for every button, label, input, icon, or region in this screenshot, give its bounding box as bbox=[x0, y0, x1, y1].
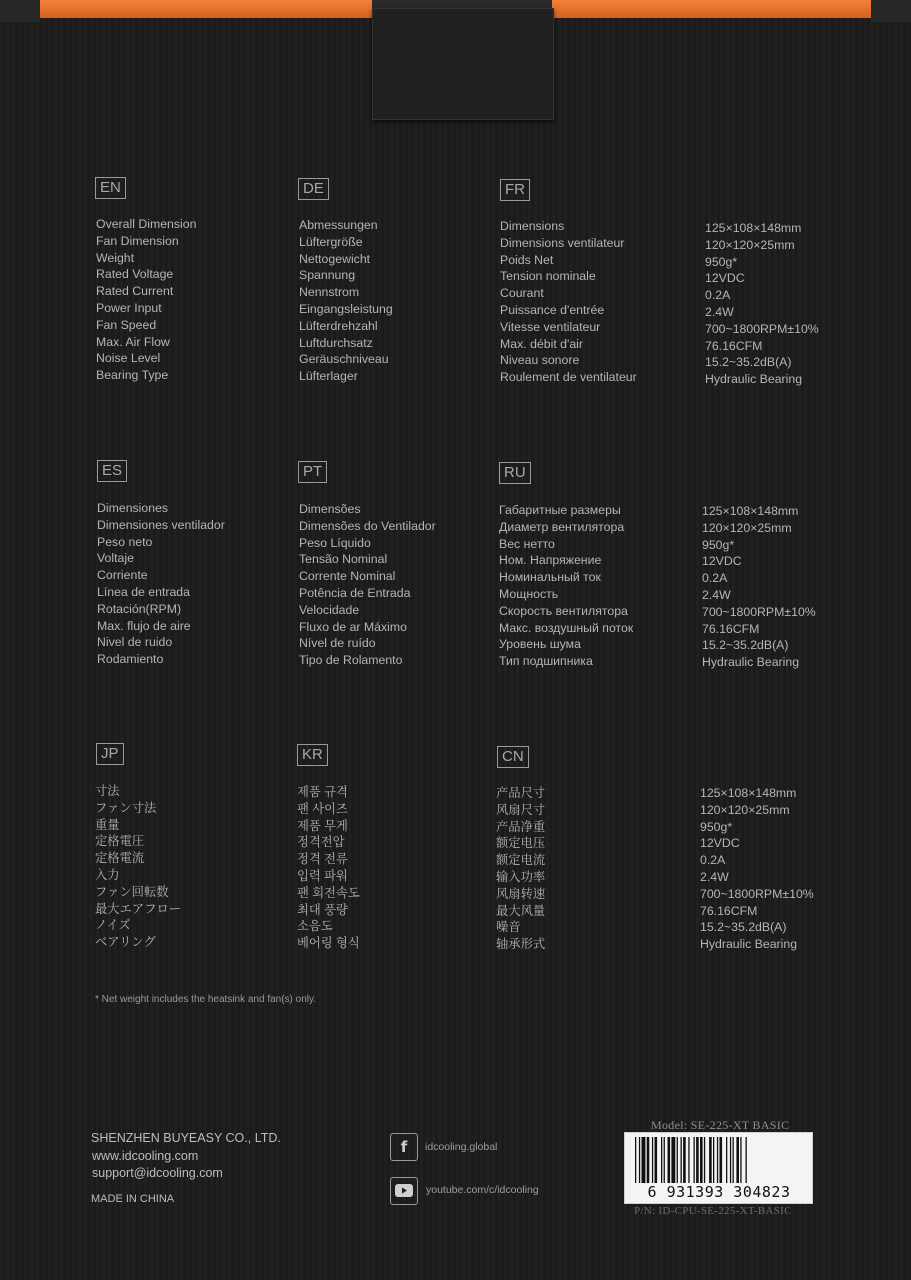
spec-value: 2.4W bbox=[700, 869, 729, 884]
lang-tag-fr: FR bbox=[500, 179, 530, 201]
spec-label: 入力 bbox=[95, 867, 120, 882]
spec-value: 950g* bbox=[700, 819, 733, 834]
spec-labels-pt bbox=[299, 501, 436, 669]
spec-value: Hydraulic Bearing bbox=[702, 655, 800, 670]
lang-tag-jp: JP bbox=[96, 743, 124, 765]
spec-label: 定格電圧 bbox=[95, 834, 145, 849]
barcode-bar bbox=[683, 1137, 686, 1183]
spec-labels-en bbox=[96, 216, 196, 384]
spec-label: 额定电压 bbox=[496, 836, 546, 851]
barcode-bar bbox=[704, 1137, 705, 1183]
barcode-bar bbox=[668, 1137, 671, 1183]
spec-labels-ru bbox=[499, 502, 633, 670]
spec-label: Fluxo de ar Máximo bbox=[299, 619, 407, 634]
spec-label: Lüftergröße bbox=[299, 234, 363, 249]
spec-label: Dimensions ventilateur bbox=[500, 235, 625, 250]
spec-label: Fan Dimension bbox=[96, 233, 179, 248]
barcode-bar bbox=[661, 1137, 662, 1183]
spec-label: 额定电流 bbox=[496, 853, 546, 868]
spec-label: Вес нетто bbox=[499, 536, 555, 551]
lang-tag-ru: RU bbox=[499, 462, 531, 484]
spec-label: Мощность bbox=[499, 586, 559, 601]
barcode-bar bbox=[635, 1137, 636, 1183]
spec-label: Max. flujo de aire bbox=[97, 618, 191, 633]
spec-label: Corrente Nominal bbox=[299, 569, 396, 584]
barcode-bar bbox=[655, 1137, 658, 1183]
spec-label: Tensão Nominal bbox=[299, 552, 388, 567]
spec-label: Poids Net bbox=[500, 252, 554, 267]
spec-labels-cn bbox=[496, 785, 545, 953]
company-website: www.idcooling.com bbox=[92, 1149, 199, 1163]
barcode-bar bbox=[642, 1137, 646, 1183]
barcode-bar bbox=[688, 1137, 689, 1183]
left-corner-flap bbox=[0, 0, 40, 22]
spec-values-row3 bbox=[700, 785, 814, 953]
spec-label: 风扇尺寸 bbox=[496, 802, 546, 817]
barcode-bar bbox=[700, 1137, 703, 1183]
lang-tag-cn: CN bbox=[497, 746, 529, 768]
spec-label: Bearing Type bbox=[96, 368, 169, 383]
spec-label: 寸法 bbox=[95, 784, 120, 798]
spec-label: 轴承形式 bbox=[496, 937, 546, 952]
spec-value: 0.2A bbox=[700, 853, 726, 868]
spec-value: 2.4W bbox=[702, 587, 731, 602]
youtube-icon bbox=[390, 1177, 418, 1205]
spec-label: Roulement de ventilateur bbox=[500, 370, 637, 385]
spec-label: Tension nominale bbox=[500, 269, 596, 284]
barcode-bar bbox=[713, 1137, 714, 1183]
spec-value: 12VDC bbox=[700, 836, 740, 851]
spec-label: Dimensões do Ventilador bbox=[299, 518, 436, 533]
spec-value: 125×108×148mm bbox=[700, 786, 797, 800]
barcode-bar bbox=[730, 1137, 731, 1183]
spec-label: 소음도 bbox=[297, 919, 333, 934]
barcode-bar bbox=[726, 1137, 727, 1183]
spec-label: Potência de Entrada bbox=[299, 585, 411, 600]
spec-label: 제품 규격 bbox=[297, 785, 348, 799]
spec-label: Тип подшипника bbox=[499, 654, 593, 669]
spec-label: Puissance d'entrée bbox=[500, 302, 605, 317]
spec-label: Ном. Напряжение bbox=[499, 553, 602, 568]
spec-value: 950g* bbox=[705, 254, 738, 269]
spec-label: Rated Current bbox=[96, 284, 174, 299]
spec-label: Rotación(RPM) bbox=[97, 601, 182, 616]
spec-label: Peso neto bbox=[97, 534, 153, 549]
barcode-bar bbox=[652, 1137, 653, 1183]
spec-label: Dimensões bbox=[299, 502, 361, 516]
spec-labels-de bbox=[299, 217, 393, 385]
spec-label: Eingangsleistung bbox=[299, 301, 393, 316]
spec-value: 120×120×25mm bbox=[702, 520, 792, 535]
spec-label: Габаритные размеры bbox=[499, 503, 621, 517]
spec-label: Abmessungen bbox=[299, 218, 378, 232]
spec-label: Nennstrom bbox=[299, 285, 360, 300]
spec-labels-fr bbox=[500, 218, 637, 386]
barcode-bar bbox=[740, 1137, 741, 1183]
spec-label: 최대 풍량 bbox=[297, 902, 348, 917]
spec-values-row2 bbox=[702, 503, 816, 671]
spec-labels-kr bbox=[297, 784, 360, 952]
spec-label: ベアリング bbox=[95, 935, 156, 950]
youtube-glyph bbox=[395, 1184, 413, 1197]
spec-label: 风扇转速 bbox=[496, 886, 546, 901]
spec-label: Скорость вентилятора bbox=[499, 603, 628, 618]
spec-label: Noise Level bbox=[96, 351, 161, 366]
spec-label: ノイズ bbox=[95, 918, 131, 933]
spec-label: 最大风量 bbox=[496, 903, 546, 918]
spec-value: 76.16CFM bbox=[700, 903, 758, 918]
spec-value: 700~1800RPM±10% bbox=[705, 321, 819, 336]
spec-label: Peso Líquido bbox=[299, 535, 371, 550]
made-in-label: MADE IN CHINA bbox=[91, 1193, 175, 1205]
spec-label: Nivel de ruido bbox=[97, 635, 173, 650]
spec-label: Диаметр вентилятора bbox=[499, 519, 625, 534]
lang-tag-es: ES bbox=[97, 460, 127, 482]
facebook-icon: f bbox=[390, 1133, 418, 1161]
spec-label: Tipo de Rolamento bbox=[299, 653, 403, 668]
spec-value: 12VDC bbox=[702, 554, 742, 569]
spec-label: 제품 무게 bbox=[297, 818, 348, 833]
spec-value: 15.2~35.2dB(A) bbox=[702, 638, 789, 653]
spec-label: Corriente bbox=[97, 568, 148, 583]
spec-labels-jp bbox=[95, 783, 181, 951]
spec-label: Lüfterlager bbox=[299, 369, 358, 384]
spec-label: Overall Dimension bbox=[96, 217, 197, 231]
spec-value: Hydraulic Bearing bbox=[705, 372, 803, 387]
spec-value: 15.2~35.2dB(A) bbox=[705, 355, 792, 370]
spec-value: 76.16CFM bbox=[705, 338, 763, 353]
spec-label: Luftdurchsatz bbox=[299, 335, 373, 350]
spec-label: ファン回転数 bbox=[95, 884, 169, 899]
spec-label: Línea de entrada bbox=[97, 584, 190, 599]
barcode-bar bbox=[736, 1137, 739, 1183]
weight-footnote: * Net weight includes the heatsink and fan(s) only. bbox=[95, 994, 317, 1005]
part-number-label: P/N: ID-CPU-SE-225-XT-BASIC bbox=[634, 1205, 792, 1217]
spec-value: 2.4W bbox=[705, 304, 734, 319]
barcode-bar bbox=[671, 1137, 675, 1183]
spec-label: Lüfterdrehzahl bbox=[299, 318, 378, 333]
spec-label: Weight bbox=[96, 250, 135, 265]
spec-value: 700~1800RPM±10% bbox=[700, 886, 814, 901]
spec-value: 700~1800RPM±10% bbox=[702, 604, 816, 619]
spec-label: 팬 사이즈 bbox=[297, 801, 348, 816]
spec-value: 125×108×148mm bbox=[702, 504, 799, 518]
barcode-bar bbox=[677, 1137, 678, 1183]
barcode-bar bbox=[733, 1137, 734, 1183]
spec-label: Geräuschniveau bbox=[299, 352, 389, 367]
spec-label: Velocidade bbox=[299, 602, 360, 617]
barcode-number: 6 931393 304823 bbox=[647, 1183, 791, 1201]
spec-value: 0.2A bbox=[702, 571, 728, 586]
model-label: Model: SE-225-XT BASIC bbox=[651, 1118, 790, 1132]
spec-value: 15.2~35.2dB(A) bbox=[700, 920, 787, 935]
spec-label: 产品尺寸 bbox=[496, 786, 546, 800]
lang-tag-de: DE bbox=[298, 178, 329, 200]
barcode-bar bbox=[709, 1137, 712, 1183]
spec-label: Power Input bbox=[96, 300, 162, 315]
spec-label: Max. Air Flow bbox=[96, 334, 170, 349]
spec-label: 定格電流 bbox=[95, 851, 145, 866]
spec-label: Voltaje bbox=[97, 551, 134, 566]
barcode-bar bbox=[746, 1137, 747, 1183]
spec-label: Fan Speed bbox=[96, 317, 157, 332]
spec-label: Rated Voltage bbox=[96, 267, 174, 282]
barcode-bar bbox=[639, 1137, 640, 1183]
spec-label: Nível de ruído bbox=[299, 636, 376, 651]
company-name: SHENZHEN BUYEASY CO., LTD. bbox=[91, 1131, 281, 1145]
spec-label: 输入功率 bbox=[496, 869, 546, 884]
spec-label: 最大エアフロー bbox=[95, 901, 182, 916]
spec-label: 噪音 bbox=[496, 920, 521, 935]
spec-label: Spannung bbox=[299, 268, 356, 283]
spec-value: 125×108×148mm bbox=[705, 221, 802, 235]
spec-label: ファン寸法 bbox=[95, 800, 157, 815]
spec-label: Nettogewicht bbox=[299, 251, 371, 266]
spec-label: 정격 전류 bbox=[297, 852, 348, 867]
spec-value: 950g* bbox=[702, 537, 735, 552]
spec-value: 0.2A bbox=[705, 288, 731, 303]
lang-tag-en: EN bbox=[95, 177, 126, 199]
spec-label: Dimensions bbox=[500, 219, 565, 233]
spec-label: Макс. воздушный поток bbox=[499, 620, 634, 635]
spec-label: Dimensiones bbox=[97, 501, 169, 515]
spec-value: Hydraulic Bearing bbox=[700, 937, 798, 952]
spec-value: 12VDC bbox=[705, 271, 745, 286]
barcode-bar bbox=[720, 1137, 723, 1183]
lid-tuck-tab bbox=[372, 8, 554, 120]
spec-label: Номинальный ток bbox=[499, 570, 601, 585]
spec-values-row1 bbox=[705, 220, 819, 388]
spec-label: 정격전압 bbox=[297, 835, 345, 850]
barcode-bar bbox=[696, 1137, 699, 1183]
spec-value: 120×120×25mm bbox=[705, 237, 795, 252]
youtube-handle: youtube.com/c/idcooling bbox=[426, 1184, 539, 1196]
barcode-bars bbox=[625, 1135, 812, 1185]
barcode-bar bbox=[647, 1137, 650, 1183]
spec-label: Max. débit d'air bbox=[500, 336, 583, 351]
lang-tag-pt: PT bbox=[298, 461, 327, 483]
barcode-bar bbox=[717, 1137, 718, 1183]
spec-label: 베어링 형식 bbox=[297, 936, 360, 951]
facebook-handle: idcooling.global bbox=[425, 1141, 498, 1153]
barcode-bar bbox=[664, 1137, 665, 1183]
company-email: support@idcooling.com bbox=[92, 1166, 223, 1180]
spec-label: Rodamiento bbox=[97, 652, 164, 667]
spec-value: 120×120×25mm bbox=[700, 802, 790, 817]
lang-tag-kr: KR bbox=[297, 744, 328, 766]
spec-label: 重量 bbox=[95, 817, 120, 832]
spec-label: Niveau sonore bbox=[500, 353, 580, 368]
spec-labels-es bbox=[97, 500, 225, 668]
spec-label: Уровень шума bbox=[499, 637, 581, 652]
spec-label: Vitesse ventilateur bbox=[500, 319, 601, 334]
barcode-bar bbox=[694, 1137, 695, 1183]
spec-label: Courant bbox=[500, 286, 544, 301]
spec-value: 76.16CFM bbox=[702, 621, 760, 636]
spec-label: 产品净重 bbox=[496, 819, 546, 834]
spec-label: 입력 파워 bbox=[297, 868, 348, 883]
spec-label: 팬 회전속도 bbox=[297, 885, 360, 900]
barcode-bar bbox=[681, 1137, 682, 1183]
spec-label: Dimensiones ventilador bbox=[97, 517, 225, 532]
right-corner-flap bbox=[871, 0, 911, 22]
